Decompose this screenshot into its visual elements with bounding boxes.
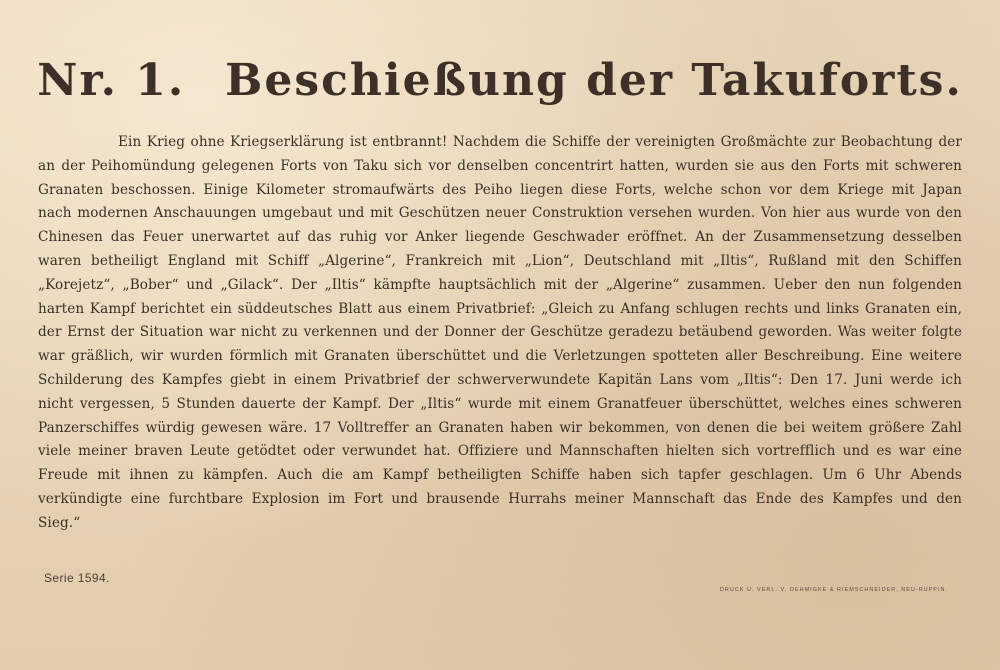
title-text: Beschießung der Takuforts. — [225, 55, 963, 106]
body-paragraph: Ein Krieg ohne Kriegserklärung ist entbrannt! Nachdem die Schiffe der vereinigten Großmächte zur Beobachtung der an der Peihomündung gelegenen Forts von Taku sich vor denselben concentrirt hatten, wurden sie aus den Forts mit schweren Granaten beschossen. Einige Kilometer stromaufwärts des Peiho liegen diese Forts, welche schon vor dem Kriege mit Japan nach modernen Anschauungen umgebaut und mit Geschützen neuer Construktion versehen wurden. Von hier aus wurde von den Chinesen das Feuer unerwartet auf das ruhig vor Anker liegende Geschwader eröffnet. An der Zusammensetzung desselben waren betheiligt England mit Schiff „Algerine“, Frankreich mit „Lion“, Deutschland mit „Iltis“, Rußland mit den Schiffen „Korejetz“, „Bober“ und „Gilack“. Der „Iltis“ kämpfte hauptsächlich mit der „Algerine“ zusammen. Ueber den nun folgenden harten Kampf berichtet ein süddeutsches Blatt aus einem Privatbrief: „Gleich zu Anfang schlugen rechts und links Granaten ein, der Ernst der Situation war nicht zu verkennen und der Donner der Geschütze geradezu betäubend geworden. Was weiter folgte war gräßlich, wir wurden förmlich mit Granaten überschüttet und die Verletzungen spotteten aller Beschreibung. Eine weitere Schilderung des Kampfes giebt in einem Privatbrief der schwerverwundete Kapitän Lans vom „Iltis“: Den 17. Juni werde ich nicht vergessen, 5 Stunden dauerte der Kampf. Der „Iltis“ wurde mit einem Granatfeuer überschüttet, welches eines schweren Panzerschiffes würdig gewesen wäre. 17 Volltreffer an Granaten haben wir bekommen, von denen die bei weitem größere Zahl viele meiner braven Leute getödtet oder verwundet hat. Offiziere und Mannschaften hielten sich vortrefflich und es war eine Freude mit ihnen zu kämpfen. Auch die am Kampf betheiligten Schiffe haben sich tapfer geschlagen. Um 6 Uhr Abends verkündigte eine furchtbare Explosion im Fort und brausende Hurrahs meiner Mannschaft das Ende des Kampfes und den Sieg.“ — [38, 134, 962, 531]
printer-imprint: DRUCK U. VERL. V. OEHMIGKE & RIEMSCHNEIDER, NEU-RUPPIN. — [719, 587, 948, 593]
series-number: Serie 1594. — [44, 571, 110, 585]
title-number: Nr. 1. — [37, 55, 186, 106]
page-title — [0, 55, 1000, 106]
